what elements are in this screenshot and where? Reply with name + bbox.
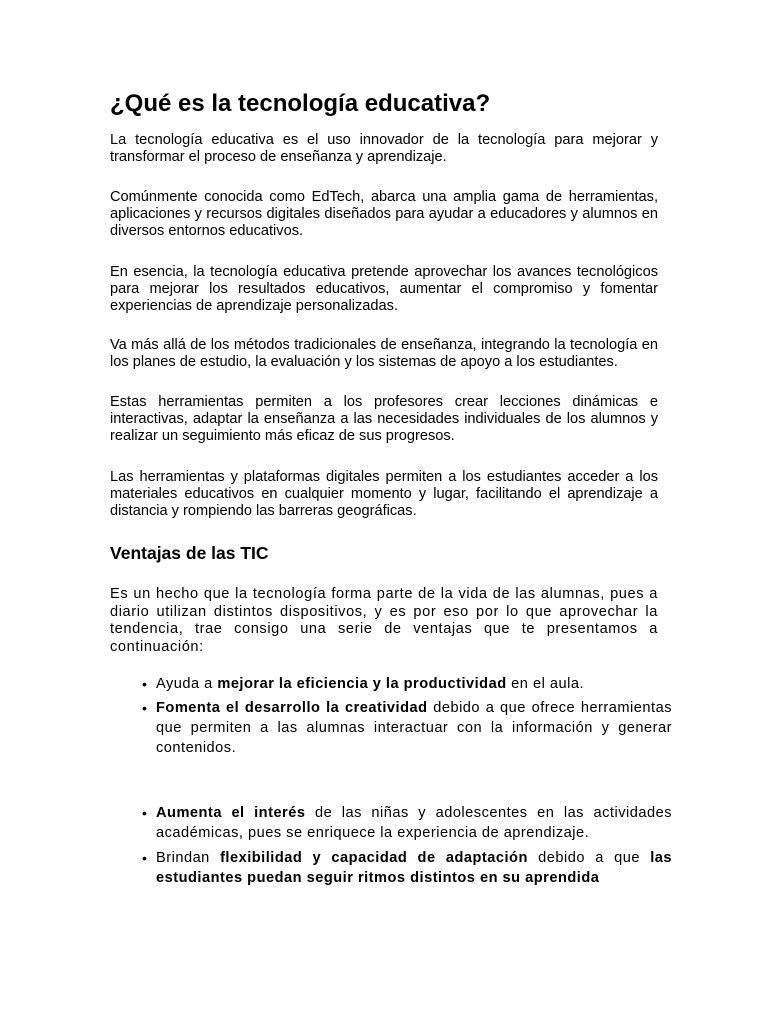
bullet-icon: •	[142, 850, 148, 866]
paragraph-definition: La tecnología educativa es el uso innovador de la tecnología para mejorar y transformar el proceso de enseñanza y aprendizaje.	[110, 132, 658, 165]
bullet-icon: •	[142, 700, 148, 716]
section-intro: Es un hecho que la tecnología forma parte de la vida de las alumnas, pues a diario utilizan distintos dispositivos, y es por eso por lo que aprovechar la tendencia, trae consigo una serie de ventajas que te presentamos a continuación:	[110, 586, 658, 655]
list-item: • Ayuda a mejorar la eficiencia y la productividad en el aula.	[142, 676, 585, 692]
paragraph-edtech: Comúnmente conocida como EdTech, abarca una amplia gama de herramientas, aplicaciones y recursos digitales diseñados para ayudar a educadores y alumnos en diversos entornos educativos.	[110, 189, 658, 239]
list-item: • Aumenta el interés de las niñas y adolescentes en las actividades académicas, pues se enriquece la experiencia de aprendizaje.	[142, 805, 672, 841]
list-item: • Brindan flexibilidad y capacidad de adaptación debido a que las estudiantes puedan seguir ritmos distintos en su aprendida	[142, 850, 673, 886]
page-title: ¿Qué es la tecnología educativa?	[110, 90, 491, 117]
paragraph-beyond-methods: Va más allá de los métodos tradicionales de enseñanza, integrando la tecnología en los planes de estudio, la evaluación y los sistemas de apoyo a los estudiantes.	[110, 337, 658, 370]
list-item: • Fomenta el desarrollo la creatividad debido a que ofrece herramientas que permiten a las alumnas interactuar con la información y generar contenidos.	[142, 700, 672, 756]
paragraph-teacher-tools: Estas herramientas permiten a los profesores crear lecciones dinámicas e interactivas, adaptar la enseñanza a las necesidades individuales de los alumnos y realizar un seguimiento más eficaz de sus progresos.	[110, 394, 658, 444]
bullet-icon: •	[142, 676, 148, 692]
paragraph-digital-platforms: Las herramientas y plataformas digitales permiten a los estudiantes acceder a los materiales educativos en cualquier momento y lugar, facilitando el aprendizaje a distancia y rompiendo las barreras geográficas.	[110, 469, 658, 519]
section-heading: Ventajas de las TIC	[110, 543, 269, 563]
bullet-icon: •	[142, 805, 148, 821]
paragraph-essence: En esencia, la tecnología educativa pretende aprovechar los avances tecnológicos para mejorar los resultados educativos, aumentar el compromiso y fomentar experiencias de aprendizaje personalizadas.	[110, 264, 658, 314]
